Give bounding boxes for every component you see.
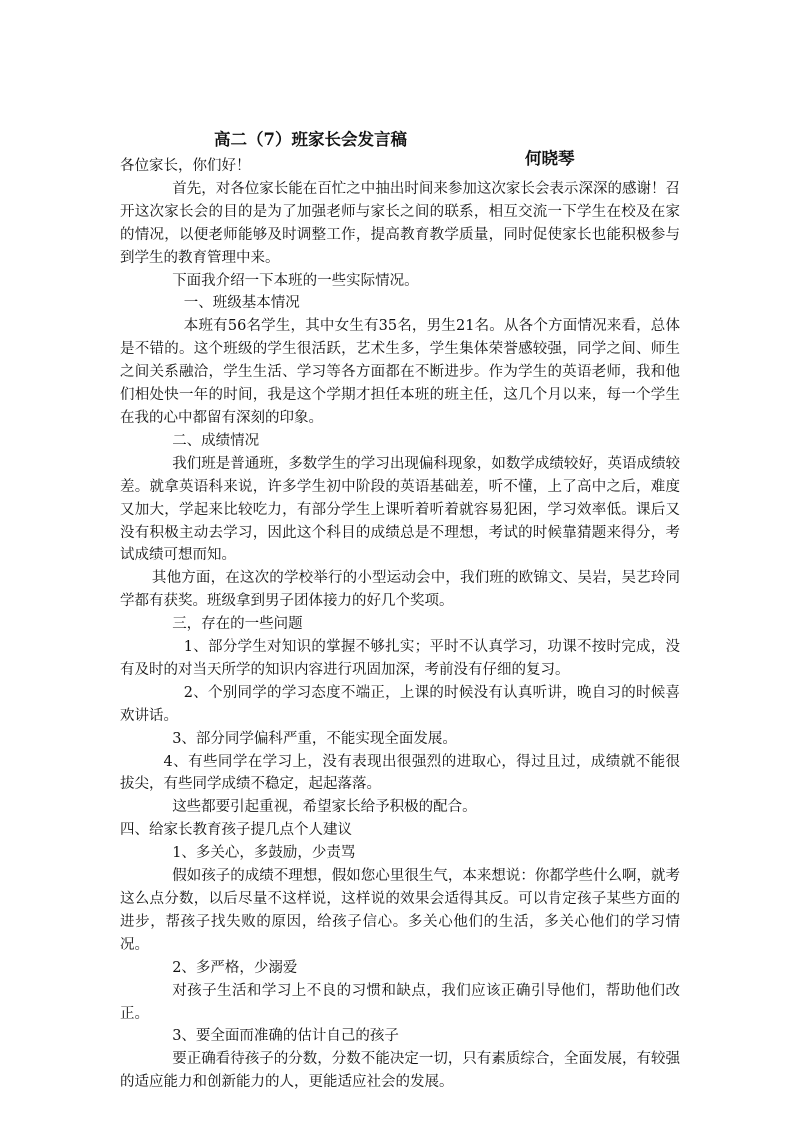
intro-sentence: 下面我介绍一下本班的一些实际情况。	[172, 272, 419, 289]
problem-item-3: 3、部分同学偏科严重，不能实现全面发展。	[172, 730, 457, 747]
suggestion-heading-1: 1、多关心，多鼓励，少责骂	[172, 845, 356, 862]
problem-item-2: 2、个别同学的学习态度不端正，上课的时候没有认真听讲，晚自习的时候喜欢讲话。	[120, 684, 680, 724]
suggestion-heading-3: 3、要全面而准确的估计自己的孩子	[172, 1028, 399, 1045]
suggestion-paragraph-3: 要正确看待孩子的分数，分数不能决定一切，只有素质综合，全面发展，有较强的适应能力和创新能力的人，更能适应社会的发展。	[120, 1051, 680, 1091]
document-body	[120, 155, 680, 1094]
document-title: 高二（7）班家长会发言稿	[214, 130, 407, 149]
suggestion-heading-2: 2、多严格，少溺爱	[172, 959, 298, 976]
other-aspects-paragraph: 其他方面，在这次的学校举行的小型运动会中，我们班的欧锦文、吴岩，吴艺玲同学都有获奖。班级拿到男子团体接力的好几个奖项。	[120, 570, 680, 610]
opening-paragraph: 首先，对各位家长能在百忙之中抽出时间来参加这次家长会表示深深的感谢！召开这次家长会的目的是为了加强老师与家长之间的联系，相互交流一下学生在校及在家的情况，以便老师能够及时调整工作，提高教育教学质量，同时促使家长也能积极参与到学生的教育管理中来。	[120, 180, 680, 266]
section-heading-2: 二、成绩情况	[172, 432, 260, 449]
section-heading-1: 一、班级基本情况	[183, 295, 300, 312]
section-heading-3: 三，存在的一些问题	[172, 616, 303, 633]
greeting: 各位家长，你们好！	[120, 158, 251, 174]
problem-item-4: 4、有些同学在学习上，没有表现出很强烈的进取心，得过且过，成绩就不能很拔尖，有些同学成绩不稳定，起起落落。	[120, 753, 680, 793]
grades-paragraph: 我们班是普通班，多数学生的学习出现偏科现象，如数学成绩较好，英语成绩较差。就拿英语科来说，许多学生初中阶段的英语基础差，听不懂，上了高中之后，难度又加大，学起来比较吃力，有部分学生上课听着听着就容易犯困，学习效率低。课后又没有积极主动去学习，因此这个科目的成绩总是不理想，考试的时候靠猜题来得分，考试成绩可想而知。	[120, 455, 680, 564]
problem-item-1: 1、部分学生对知识的掌握不够扎实；平时不认真学习，功课不按时完成，没有及时的对当天所学的知识内容进行巩固加深，考前没有仔细的复习。	[120, 639, 680, 678]
section-heading-4: 四、给家长教育孩子提几点个人建议	[120, 822, 352, 839]
class-overview-paragraph: 本班有56名学生，其中女生有35名，男生21名。从各个方面情况来看，总体是不错的。这个班级的学生很活跃，艺术生多，学生集体荣誉感较强，同学之间、师生之间关系融洽，学生生活、学习等各方面都在不断进步。作为学生的英语老师，我和他们相处快一年的时间，我是这个学期才担任本班的班主任，这几个月以来，每一个学生在我的心中都留有深刻的印象。	[120, 318, 680, 426]
problems-closing: 这些都要引起重视，希望家长给予积极的配合。	[172, 799, 477, 816]
suggestion-paragraph-1: 假如孩子的成绩不理想，假如您心里很生气，本来想说：你都学些什么啊，就考这么点分数，以后尽量不这样说，这样说的效果会适得其反。可以肯定孩子某些方面的进步，帮孩子找失败的原因，给孩子信心。多关心他们的生活，多关心他们的学习情况。	[120, 868, 680, 953]
suggestion-paragraph-2: 对孩子生活和学习上不良的习惯和缺点，我们应该正确引导他们，帮助他们改正。	[120, 982, 680, 1022]
document-author: 何晓琴	[525, 149, 575, 168]
